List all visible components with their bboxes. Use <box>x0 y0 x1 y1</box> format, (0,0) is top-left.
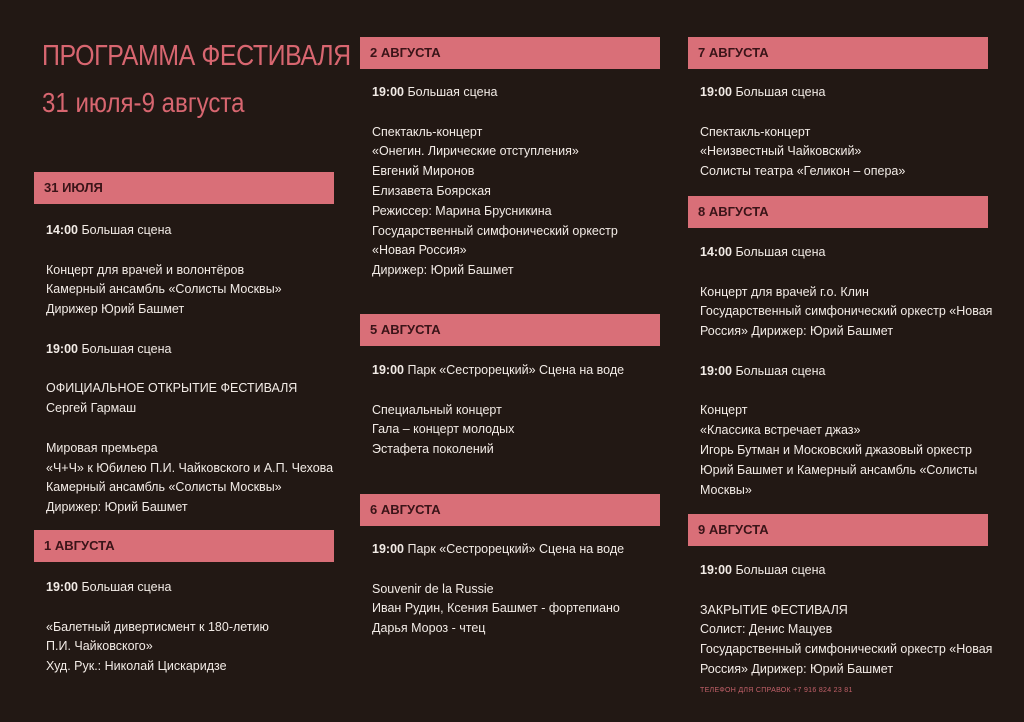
event-time: 19:00 <box>700 363 732 378</box>
event-venue: Большая сцена <box>77 341 172 356</box>
event-time: 19:00 <box>700 563 732 577</box>
event-time-line <box>372 82 497 102</box>
event-line: «Онегин. Лирические отступления» <box>372 144 579 159</box>
event-line: Мировая премьера <box>46 440 158 455</box>
event-line: Москвы» <box>700 482 752 497</box>
event-time: 14:00 <box>700 245 732 259</box>
event-venue: Большая сцена <box>77 223 172 237</box>
event-line: П.И. Чайковского» <box>46 639 153 654</box>
event-line: «Классика встречает джаз» <box>700 423 861 438</box>
day-header-aug8: 8 АВГУСТА <box>688 196 988 228</box>
day-header-jul31: 31 ИЮЛЯ <box>34 172 334 204</box>
event-time: 19:00 <box>372 85 404 99</box>
event-line: «Ч+Ч» к Юбилею П.И. Чайковского и А.П. Чехова <box>46 460 334 475</box>
event-venue: Большая сцена <box>77 580 172 594</box>
event-time: 19:00 <box>372 363 404 377</box>
event-venue: Большая сцена <box>731 245 826 259</box>
event-line: Россия» Дирижер: Юрий Башмет <box>700 324 894 339</box>
event-time-line <box>700 82 825 102</box>
event-line: Концерт <box>700 403 748 418</box>
event-line: «Неизвестный Чайковский» <box>700 144 862 159</box>
footer-phone: ТЕЛЕФОН ДЛЯ СПРАВОК +7 916 824 23 81 <box>700 687 853 694</box>
day-header-aug2: 2 АВГУСТА <box>360 37 660 69</box>
event-line: Концерт для врачей и волонтёров <box>46 262 245 277</box>
event-line: Специальный концерт <box>372 402 502 417</box>
event-line: Дарья Мороз - чтец <box>372 621 486 636</box>
event-line: ЗАКРЫТИЕ ФЕСТИВАЛЯ <box>700 602 848 617</box>
event-time-line <box>700 242 825 262</box>
event-line: «Балетный дивертисмент к 180-летию <box>46 619 269 634</box>
page-title: ПРОГРАММА ФЕСТИВАЛЯ <box>42 40 351 72</box>
event-time: 14:00 <box>46 223 78 237</box>
event-line: Дирижер: Юрий Башмет <box>372 263 514 278</box>
festival-dates: 31 июля-9 августа <box>42 87 245 118</box>
event-line: Эстафета поколений <box>372 442 494 457</box>
day-header-aug6: 6 АВГУСТА <box>360 494 660 526</box>
event-line: Спектакль-концерт <box>700 124 811 139</box>
event-time-line <box>372 360 624 380</box>
event-line: Дирижер: Юрий Башмет <box>46 500 188 515</box>
event-line: Россия» Дирижер: Юрий Башмет <box>700 662 894 676</box>
event-line: Елизавета Боярская <box>372 184 491 198</box>
event-time-line <box>46 339 171 359</box>
event-line: Игорь Бутман и Московский джазовый оркестр <box>700 443 972 457</box>
event-venue: Большая сцена <box>731 85 826 99</box>
event-line: Souvenir de la Russie <box>372 581 494 596</box>
event-time-line <box>46 220 171 240</box>
event-line: Камерный ансамбль «Солисты Москвы» <box>46 480 282 495</box>
event-line: Камерный ансамбль «Солисты Москвы» <box>46 282 282 297</box>
event-time-line <box>372 539 624 559</box>
event-line: Гала – концерт молодых <box>372 422 515 437</box>
event-line: Государственный симфонический оркестр <box>372 223 618 238</box>
event-line: Юрий Башмет и Камерный ансамбль «Солисты <box>700 462 978 477</box>
event-time-line <box>700 560 825 580</box>
event-line: Худ. Рук.: Николай Цискаридзе <box>46 659 227 674</box>
event-line: Государственный симфонический оркестр «Новая <box>700 304 993 319</box>
event-line: Солист: Денис Мацуев <box>700 622 833 637</box>
event-line: Сергей Гармаш <box>46 401 137 416</box>
event-line: Концерт для врачей г.о. Клин <box>700 284 869 299</box>
event-venue: Парк «Сестрорецкий» Сцена на воде <box>403 363 625 377</box>
event-venue: Большая сцена <box>731 363 826 378</box>
event-time-line <box>46 577 171 597</box>
event-time: 19:00 <box>46 341 78 356</box>
event-time: 19:00 <box>700 85 732 99</box>
event-line: Государственный симфонический оркестр «Новая <box>700 642 993 657</box>
event-line: ОФИЦИАЛЬНОЕ ОТКРЫТИЕ ФЕСТИВАЛЯ <box>46 381 298 396</box>
event-line: Солисты театра «Геликон – опера» <box>700 164 906 179</box>
event-line: Дирижер Юрий Башмет <box>46 302 185 317</box>
event-line: Спектакль-концерт <box>372 124 483 139</box>
event-time-line <box>700 361 825 381</box>
event-venue: Большая сцена <box>731 563 826 577</box>
day-header-aug1: 1 АВГУСТА <box>34 530 334 562</box>
event-time: 19:00 <box>46 580 78 594</box>
event-line: Евгений Миронов <box>372 164 475 179</box>
event-venue: Парк «Сестрорецкий» Сцена на воде <box>403 542 625 556</box>
event-line: Режиссер: Марина Брусникина <box>372 203 552 218</box>
day-header-aug9: 9 АВГУСТА <box>688 514 988 546</box>
day-header-aug7: 7 АВГУСТА <box>688 37 988 69</box>
event-line: «Новая Россия» <box>372 243 467 258</box>
event-line: Иван Рудин, Ксения Башмет - фортепиано <box>372 601 620 616</box>
day-header-aug5: 5 АВГУСТА <box>360 314 660 346</box>
event-time: 19:00 <box>372 542 404 556</box>
event-venue: Большая сцена <box>403 85 498 99</box>
